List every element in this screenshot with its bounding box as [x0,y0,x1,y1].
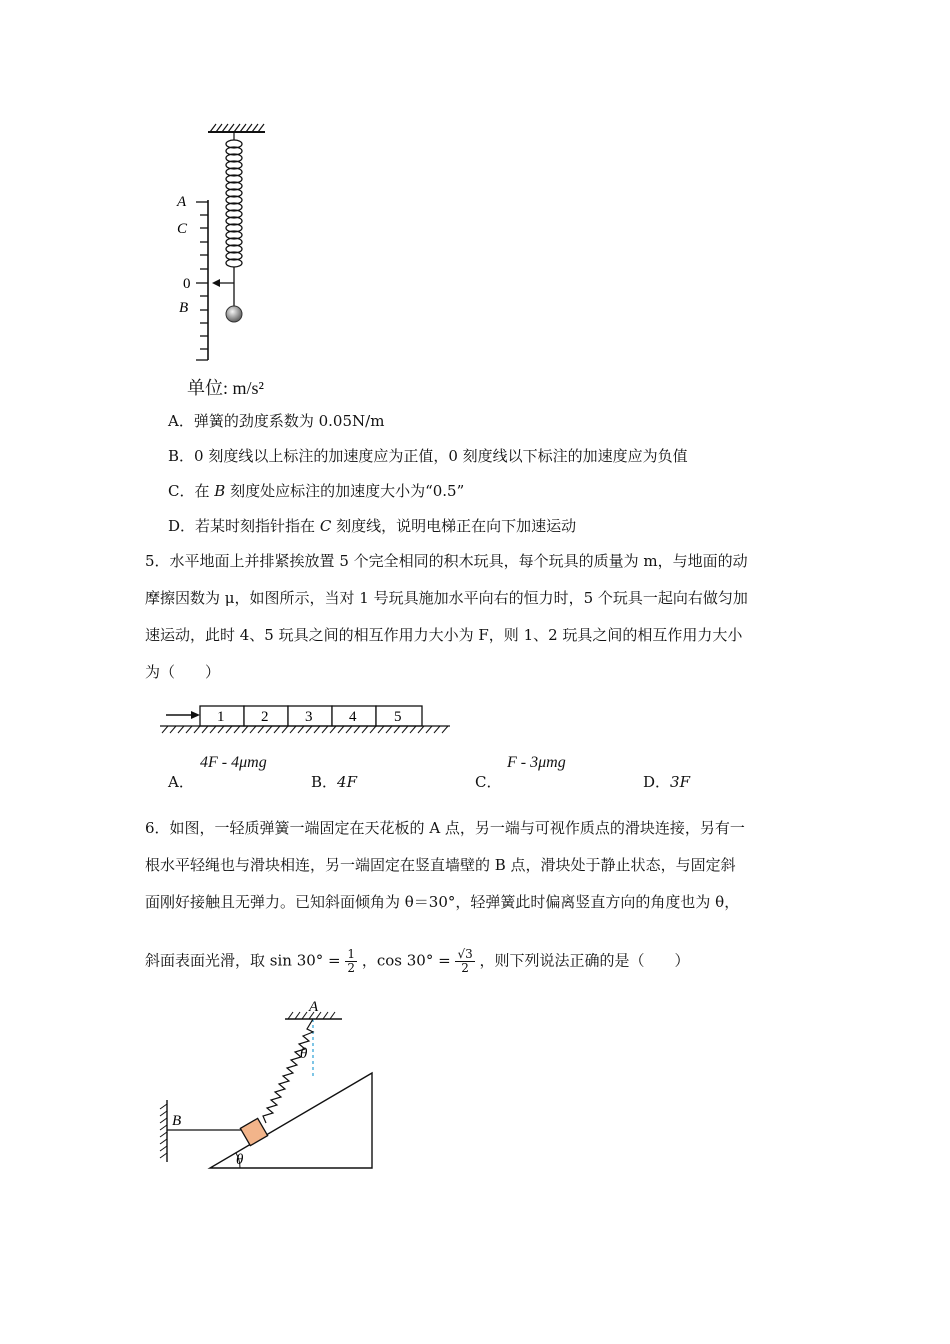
q5-stem-line3: 速运动，此时 4、5 玩具之间的相互作用力大小为 F，则 1、2 玩具之间的相互作用力大小 [145,626,743,644]
blocks-figure [158,702,453,736]
scale-label-zero: 0 [183,276,191,292]
block-1: 1 [217,709,225,725]
scale-label-b: B [179,300,189,316]
label-a: A [309,999,319,1015]
q4-option-c: C．在 B 刻度处应标注的加速度大小为“0.5” [168,482,465,500]
block-2: 2 [261,709,269,725]
q6-stem-line4: 斜面表面光滑，取 sin 30° = $\frac{1}{2}$ ，cos 30° = $\frac{√3}{2}$ ，则下列说法正确的是（ ） [145,947,690,975]
scale-label-c: C [177,221,188,237]
scale-label-a: A [177,194,187,210]
q5-option-c-label: C． [475,773,502,791]
q5-option-c-formula: F - 3μmg [507,754,566,771]
spring-scale-figure [170,120,300,370]
unit-label: 单位: m/s² [187,378,264,398]
q6-stem-line3: 面刚好接触且无弹力。已知斜面倾角为 θ＝30°，轻弹簧此时偏离竖直方向的角度也为 θ， [145,893,740,911]
block-4: 4 [349,709,357,725]
q5-stem-line2: 摩擦因数为 μ，如图所示，当对 1 号玩具施加水平向右的恒力时，5 个玩具一起向右做匀加 [145,589,748,607]
q4-option-b: B．0 刻度线以上标注的加速度应为正值，0 刻度线以下标注的加速度应为负值 [168,447,688,465]
block-3: 3 [305,709,313,725]
block-5: 5 [394,709,402,725]
q4-option-d: D．若某时刻指针指在 C 刻度线，说明电梯正在向下加速运动 [168,517,577,535]
q6-stem-line1: 6．如图，一轻质弹簧一端固定在天花板的 A 点，另一端与可视作质点的滑块连接，另有一 [145,819,745,837]
theta-incline-label: θ [236,1152,244,1168]
label-b: B [172,1113,182,1129]
q5-option-a-formula: 4F - 4μmg [200,754,267,771]
sin-fraction: $\frac{1}{2}$ [347,947,356,975]
q4-option-a: A．弹簧的劲度系数为 0.05N/m [168,412,385,430]
cos-fraction: $\frac{√3}{2}$ [457,947,473,975]
incline-figure [150,996,390,1176]
q5-option-b: B．4F [311,773,357,791]
q6-stem-line2: 根水平轻绳也与滑块相连，另一端固定在竖直墙壁的 B 点，滑块处于静止状态，与固定斜 [145,856,736,874]
q5-stem-line1: 5．水平地面上并排紧挨放置 5 个完全相同的积木玩具，每个玩具的质量为 m，与地面的动 [145,552,748,570]
q5-stem-line4: 为（ ） [145,663,221,681]
q5-option-d: D．3F [643,773,690,791]
theta-spring-label: θ [300,1046,308,1062]
q5-option-a-label: A． [168,773,194,791]
